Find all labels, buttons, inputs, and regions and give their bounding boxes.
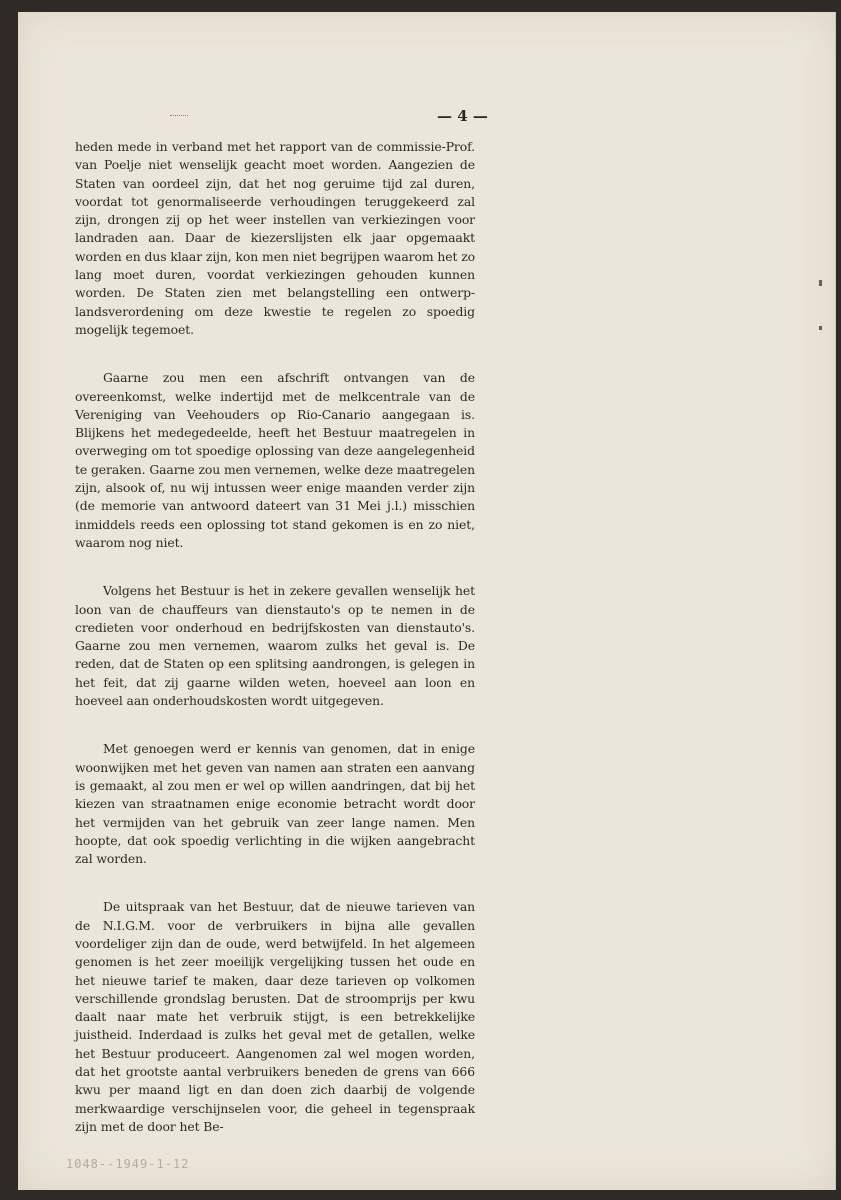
margin-mark (819, 326, 822, 330)
body-text (75, 138, 475, 1166)
paragraph-3: Volgens het Bestuur is het in zekere gevallen wenselijk het loon van de chauffeurs van dienstauto's op te nemen in de credieten voor onderhoud en bedrijfskosten van dienstauto's. Gaarne zou men vernemen, waarom zulks het geval is. De reden, dat de Staten op een splitsing aandrongen, is gelegen in het feit, dat zij gaarne wilden weten, hoeveel aan loon en hoeveel aan onderhoudskosten wordt uitgegeven. (75, 583, 475, 709)
margin-mark (819, 280, 822, 286)
document-page (18, 12, 836, 1190)
paragraph-2: Gaarne zou men een afschrift ontvangen van de overeenkomst, welke indertijd met de melkcentrale van de Vereniging van Veehouders op Rio-Canario aangegaan is. Blijkens het medegedeelde, heeft het Bestuur maatregelen in overweging om tot spoedige oplossing van deze aangelegenheid te geraken. Gaarne zou men vernemen, welke deze maatregelen zijn, alsook of, nu wij intussen weer enige maanden verder zijn (de memorie van antwoord dateert van 31 Mei j.l.) misschien inmiddels reeds een oplossing tot stand gekomen is en zo niet, waarom nog niet. (75, 370, 475, 550)
paragraph-1: heden mede in verband met het rapport van de commissie-Prof. van Poelje niet wenselijk geacht moet worden. Aangezien de Staten van oordeel zijn, dat het nog geruime tijd zal duren, voordat tot genormaliseerde verhoudingen teruggekeerd zal zijn, drongen zij op het weer instellen van verkiezingen voor landraden aan. Daar de kiezerslijsten elk jaar opgemaakt worden en dus klaar zijn, kon men niet begrijpen waarom het zo lang moet duren, voordat verkiezingen gehouden kunnen worden. De Staten zien met belangstelling een ontwerp-landsverordening om deze kwestie te regelen zo spoedig mogelijk tegemoet. (75, 139, 475, 337)
page-number: — 4 — (437, 107, 488, 125)
paragraph-5: De uitspraak van het Bestuur, dat de nieuwe tarieven van de N.I.G.M. voor de verbruikers in bijna alle gevallen voordeliger zijn dan de oude, werd betwijfeld. In het algemeen genomen is het zeer moeilijk vergelijking tussen het oude en het nieuwe tarief te maken, daar deze tarieven op volkomen verschillende grondslag berusten. Dat de stroomprijs per kwu daalt naar mate het verbruik stijgt, is een betrekkelijke juistheid. Inderdaad is zulks het geval met de getallen, welke het Bestuur produceert. Aangenomen zal wel mogen worden, dat het grootste aantal verbruikers beneden de grens van 666 kwu per maand ligt en dan doen zich daarbij de volgende merkwaardige verschijnselen voor, die geheel in tegenspraak zijn met de door het Be- (75, 899, 475, 1134)
footer-stamp: 1048--1949-1-12 (66, 1157, 190, 1171)
paragraph-4: Met genoegen werd er kennis van genomen, dat in enige woonwijken met het geven van namen aan straten een aanvang is gemaakt, al zou men er wel op willen aandringen, dat bij het kiezen van straatnamen enige economie betracht wordt door het vermijden van het gebruik van zeer lange namen. Men hoopte, dat ook spoedig verlichting in die wijken aangebracht zal worden. (75, 741, 475, 867)
